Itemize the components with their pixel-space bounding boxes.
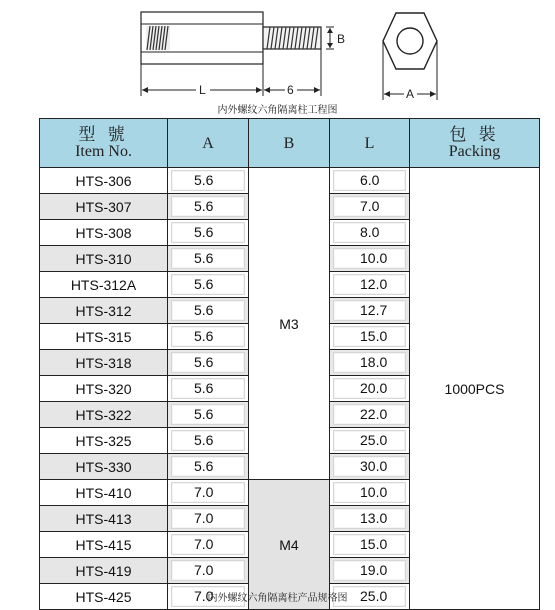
a-value: 5.6 — [171, 248, 245, 269]
l-cell — [330, 350, 410, 376]
l-cell — [330, 506, 410, 532]
l-value: 7.0 — [333, 196, 406, 217]
a-value: 5.6 — [171, 196, 245, 217]
l-cell — [330, 272, 410, 298]
thread-m4-cell: M4 — [249, 480, 330, 610]
spec-table — [39, 118, 540, 610]
l-value: 12.0 — [333, 274, 406, 295]
dim-a-label: A — [406, 87, 415, 101]
item-no-cell: HTS-310 — [40, 246, 168, 272]
a-cell — [168, 220, 249, 246]
l-value: 10.0 — [333, 248, 406, 269]
item-no-cell: HTS-320 — [40, 376, 168, 402]
l-cell — [330, 246, 410, 272]
item-no-cell: HTS-413 — [40, 506, 168, 532]
item-no-cell: HTS-325 — [40, 428, 168, 454]
a-value: 5.6 — [171, 404, 245, 425]
item-no-cell: HTS-318 — [40, 350, 168, 376]
header-a: A — [168, 119, 249, 168]
a-cell — [168, 480, 249, 506]
dim-b-label: B — [337, 32, 346, 46]
a-value: 5.6 — [171, 222, 245, 243]
a-value: 7.0 — [171, 534, 245, 555]
a-cell — [168, 376, 249, 402]
a-value: 7.0 — [171, 508, 245, 529]
l-value: 22.0 — [333, 404, 406, 425]
drawing-caption: 内外螺纹六角隔离柱工程图 — [217, 105, 338, 116]
a-cell — [168, 428, 249, 454]
item-no-cell: HTS-410 — [40, 480, 168, 506]
a-value: 5.6 — [171, 352, 245, 373]
l-value: 30.0 — [333, 456, 406, 477]
external-thread-icon — [263, 27, 321, 49]
item-no-cell: HTS-308 — [40, 220, 168, 246]
l-value: 19.0 — [333, 560, 406, 581]
a-cell — [168, 298, 249, 324]
thread-m3-cell: M3 — [249, 168, 330, 480]
a-value: 5.6 — [171, 170, 245, 191]
a-value: 5.6 — [171, 274, 245, 295]
item-no-cell: HTS-330 — [40, 454, 168, 480]
item-no-cell: HTS-312A — [40, 272, 168, 298]
a-value: 5.6 — [171, 326, 245, 347]
a-value: 7.0 — [171, 560, 245, 581]
l-cell — [330, 220, 410, 246]
a-cell — [168, 246, 249, 272]
l-value: 13.0 — [333, 508, 406, 529]
a-value: 5.6 — [171, 430, 245, 451]
item-no-cell: HTS-315 — [40, 324, 168, 350]
a-cell — [168, 272, 249, 298]
l-value: 8.0 — [333, 222, 406, 243]
l-cell — [330, 324, 410, 350]
l-value: 20.0 — [333, 378, 406, 399]
item-no-cell: HTS-306 — [40, 168, 168, 194]
l-value: 6.0 — [333, 170, 406, 191]
l-cell — [330, 402, 410, 428]
l-cell — [330, 168, 410, 194]
a-cell — [168, 402, 249, 428]
l-cell — [330, 558, 410, 584]
item-no-cell: HTS-307 — [40, 194, 168, 220]
a-cell — [168, 350, 249, 376]
a-cell — [168, 532, 249, 558]
l-value: 15.0 — [333, 534, 406, 555]
l-cell — [330, 298, 410, 324]
l-cell — [330, 428, 410, 454]
l-cell — [330, 376, 410, 402]
a-cell — [168, 168, 249, 194]
a-value: 7.0 — [171, 586, 245, 607]
item-no-cell: HTS-415 — [40, 532, 168, 558]
hex-end-view-icon — [383, 13, 437, 101]
table-row — [40, 168, 540, 194]
l-cell — [330, 480, 410, 506]
l-value: 10.0 — [333, 482, 406, 503]
a-cell — [168, 324, 249, 350]
dim-6-label: 6 — [287, 83, 294, 97]
header-b: B — [249, 119, 330, 168]
l-value: 15.0 — [333, 326, 406, 347]
header-item-no: 型 號 Item No. — [40, 119, 168, 168]
l-value: 25.0 — [333, 586, 406, 607]
l-value: 12.7 — [333, 300, 406, 321]
l-value: 18.0 — [333, 352, 406, 373]
table-header-row — [40, 119, 540, 168]
header-packing: 包 裝 Packing — [410, 119, 540, 168]
a-cell — [168, 194, 249, 220]
item-no-cell: HTS-425 — [40, 584, 168, 610]
a-value: 7.0 — [171, 482, 245, 503]
table-caption: 内外螺纹六角隔离柱产品规格图 — [207, 593, 348, 604]
a-value: 5.6 — [171, 300, 245, 321]
a-cell — [168, 454, 249, 480]
header-l: L — [330, 119, 410, 168]
l-cell — [330, 532, 410, 558]
dim-l-label: L — [199, 83, 206, 97]
a-cell — [168, 506, 249, 532]
item-no-cell: HTS-322 — [40, 402, 168, 428]
packing-cell: 1000PCS — [410, 168, 540, 610]
l-cell — [330, 194, 410, 220]
l-value: 25.0 — [333, 430, 406, 451]
item-no-cell: HTS-419 — [40, 558, 168, 584]
a-value: 5.6 — [171, 456, 245, 477]
internal-thread-icon — [146, 26, 170, 50]
l-cell — [330, 454, 410, 480]
a-value: 5.6 — [171, 378, 245, 399]
a-cell — [168, 558, 249, 584]
item-no-cell: HTS-312 — [40, 298, 168, 324]
